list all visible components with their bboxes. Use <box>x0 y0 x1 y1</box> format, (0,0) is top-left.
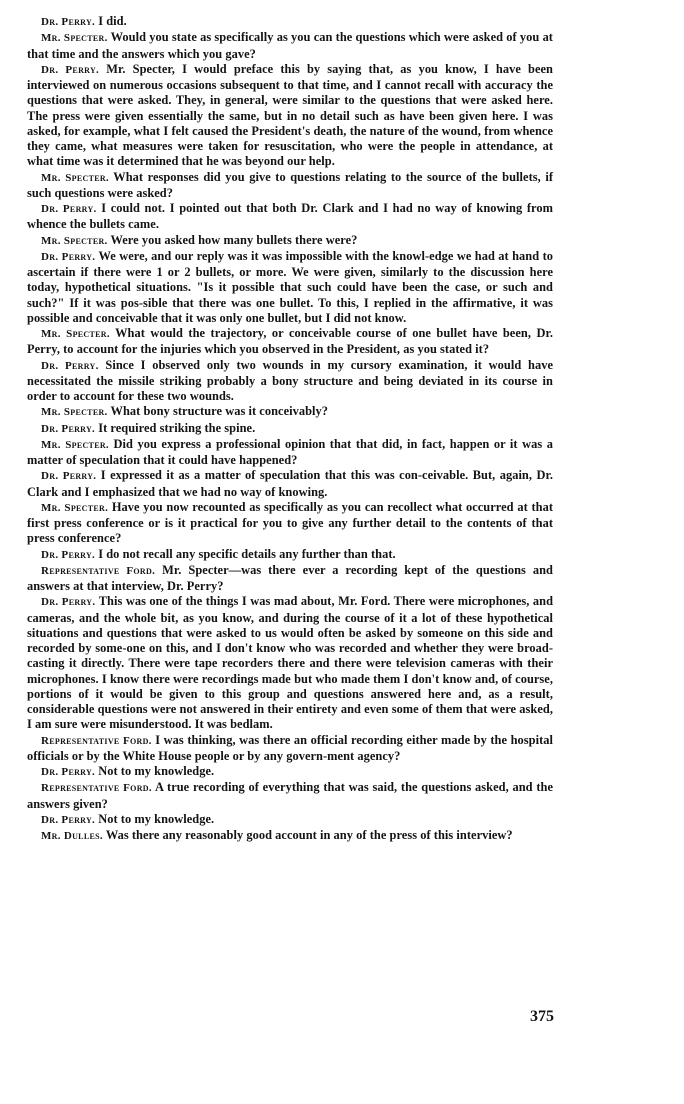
transcript-paragraph <box>27 812 553 828</box>
transcript-paragraph <box>27 468 553 500</box>
transcript-paragraph <box>27 828 553 844</box>
speech-text: What would the trajectory, or conceivable course of one bullet have been, Dr. Perry, to account for the injuries which you observed in the President, as you stated it? <box>27 326 553 357</box>
speaker-name: Mr. Specter. <box>41 328 110 340</box>
transcript-paragraph <box>27 30 553 62</box>
speaker-name: Dr. Perry. <box>41 63 100 76</box>
transcript-body <box>27 14 553 844</box>
speaker-name: Representative Ford. <box>41 734 152 747</box>
speaker-name: Dr. Perry. <box>41 766 96 778</box>
speaker-name: Mr. Specter. <box>41 171 109 184</box>
speaker-name: Mr. Specter. <box>41 406 108 419</box>
transcript-paragraph <box>27 358 553 405</box>
speaker-name: Dr. Perry. <box>41 470 97 483</box>
speech-text: I do not recall any specific details any further than that. <box>95 546 396 561</box>
speech-text: I was thinking, was there an official recording either made by the hospital officials or by the White House people or by any govern-ment agency? <box>27 732 553 763</box>
speech-text: I could not. I pointed out that both Dr. Clark and I had no way of knowing from whence the bullets came. <box>27 201 553 232</box>
transcript-paragraph <box>27 437 553 469</box>
speech-text: Not to my knowledge. <box>95 764 215 778</box>
transcript-paragraph <box>27 733 553 765</box>
speaker-name: Dr. Perry. <box>41 813 96 826</box>
speaker-name: Representative Ford. <box>41 564 156 577</box>
speech-text: Did you express a professional opinion that that did, in fact, happen or it was a matter of speculation that it could have happened? <box>27 436 554 467</box>
speech-text: This was one of the things I was mad about, Mr. Ford. There were microphones, and cameras, and the whole bit, as you know, and during the course of it a lot of these hypothetical situations and questions that were asked to us would often be asked by someone on this side and recorded by some-one on this, and I don't know who was recorded and whether they were broad-casting it directly. There were tape recorders there and there were television cameras with their microphones. I know there were recordings made but who made them I don't know and, of course, portions of it would be given to this group and questions answered here and, as a result, considerable questions were not answered in their entirety and even some of them that were asked, I am sure were misunderstood. It was bedlam. <box>27 594 554 732</box>
speech-text: Mr. Specter, I would preface this by saying that, as you know, I have been interviewed on numerous occasions subsequent to that time, and I cannot recall with accuracy the questions that were asked. They, in general, were similar to the questions that were asked here. The press were given essentially the same, but in no detail such as have been given here. I was asked, for example, what I felt caused the President's death, the nature of the wound, from whence they came, what measures were taken for resuscitation, who were the people in attendance, at what time was it determined that he was beyond our help. <box>27 61 553 169</box>
speech-text: Not to my knowledge. <box>95 811 215 826</box>
transcript-paragraph <box>27 563 553 595</box>
speech-text: A true recording of everything that was said, the questions asked, and the answers given? <box>27 780 553 811</box>
speaker-name: Dr. Perry. <box>41 596 96 609</box>
speech-text: I did. <box>95 14 127 28</box>
transcript-paragraph <box>27 249 553 326</box>
speech-text: It required striking the spine. <box>95 420 256 435</box>
speech-text: I expressed it as a matter of speculation that this was con-ceivable. But, again, Dr. Clark and I emphasized that we had no way of knowing. <box>27 468 554 499</box>
transcript-paragraph <box>27 404 553 420</box>
speaker-name: Dr. Perry. <box>41 203 97 215</box>
transcript-paragraph <box>27 780 553 812</box>
transcript-paragraph <box>27 764 553 780</box>
speaker-name: Dr. Perry. <box>41 422 96 435</box>
transcript-paragraph <box>27 500 553 547</box>
speaker-name: Dr. Perry. <box>41 250 96 263</box>
speaker-name: Mr. Specter. <box>41 438 109 451</box>
transcript-paragraph <box>27 233 553 249</box>
transcript-paragraph <box>27 421 553 437</box>
speech-text: We were, and our reply was it was impossible with the knowl-edge we had at hand to ascertain if there were 1 or 2 bullets, or more. We were given, similarly to the discussion here today, hypothetical situations. "Is it possible that such could have been the case, or such and such?" If it was pos-sible that there was one bullet. To this, I replied in the affirmative, it was possible and conceivable that it was only one bullet, but I did not know. <box>27 248 553 325</box>
speaker-name: Dr. Perry. <box>41 16 96 28</box>
speech-text: What bony structure was it conceivably? <box>107 404 329 419</box>
transcript-paragraph <box>27 14 553 30</box>
transcript-paragraph <box>27 547 553 563</box>
speaker-name: Mr. Dulles. <box>41 830 103 842</box>
speech-text: Were you asked how many bullets there were? <box>107 232 358 247</box>
speaker-name: Representative Ford. <box>41 782 152 795</box>
speaker-name: Dr. Perry. <box>41 359 99 372</box>
speech-text: Have you now recounted as specifically as you can recollect what occurred at that first press conference or is it practical for you to give any further detail to the contents of that press conference? <box>27 499 553 546</box>
speaker-name: Mr. Specter. <box>41 501 109 514</box>
transcript-paragraph <box>27 594 553 732</box>
page-number: 375 <box>530 1008 554 1025</box>
transcript-paragraph <box>27 201 553 233</box>
speaker-name: Dr. Perry. <box>41 548 96 561</box>
speech-text: Mr. Specter—was there ever a recording kept of the questions and answers at that interview, Dr. Perry? <box>27 562 553 593</box>
transcript-paragraph <box>27 62 553 170</box>
speaker-name: Mr. Specter. <box>41 234 108 247</box>
speech-text: Would you state as specifically as you can the questions which were asked of you at that time and the answers which you gave? <box>27 30 553 61</box>
speech-text: Was there any reasonably good account in any of the press of this interview? <box>102 828 513 842</box>
transcript-paragraph <box>27 326 553 358</box>
speech-text: What responses did you give to questions relating to the source of the bullets, if such questions were asked? <box>27 169 553 200</box>
speaker-name: Mr. Specter. <box>41 32 108 45</box>
transcript-paragraph <box>27 170 553 202</box>
speech-text: Since I observed only two wounds in my cursory examination, it would have necessitated the missile striking probably a bony structure and being deviated in its course in order to account for these two wounds. <box>27 357 554 403</box>
